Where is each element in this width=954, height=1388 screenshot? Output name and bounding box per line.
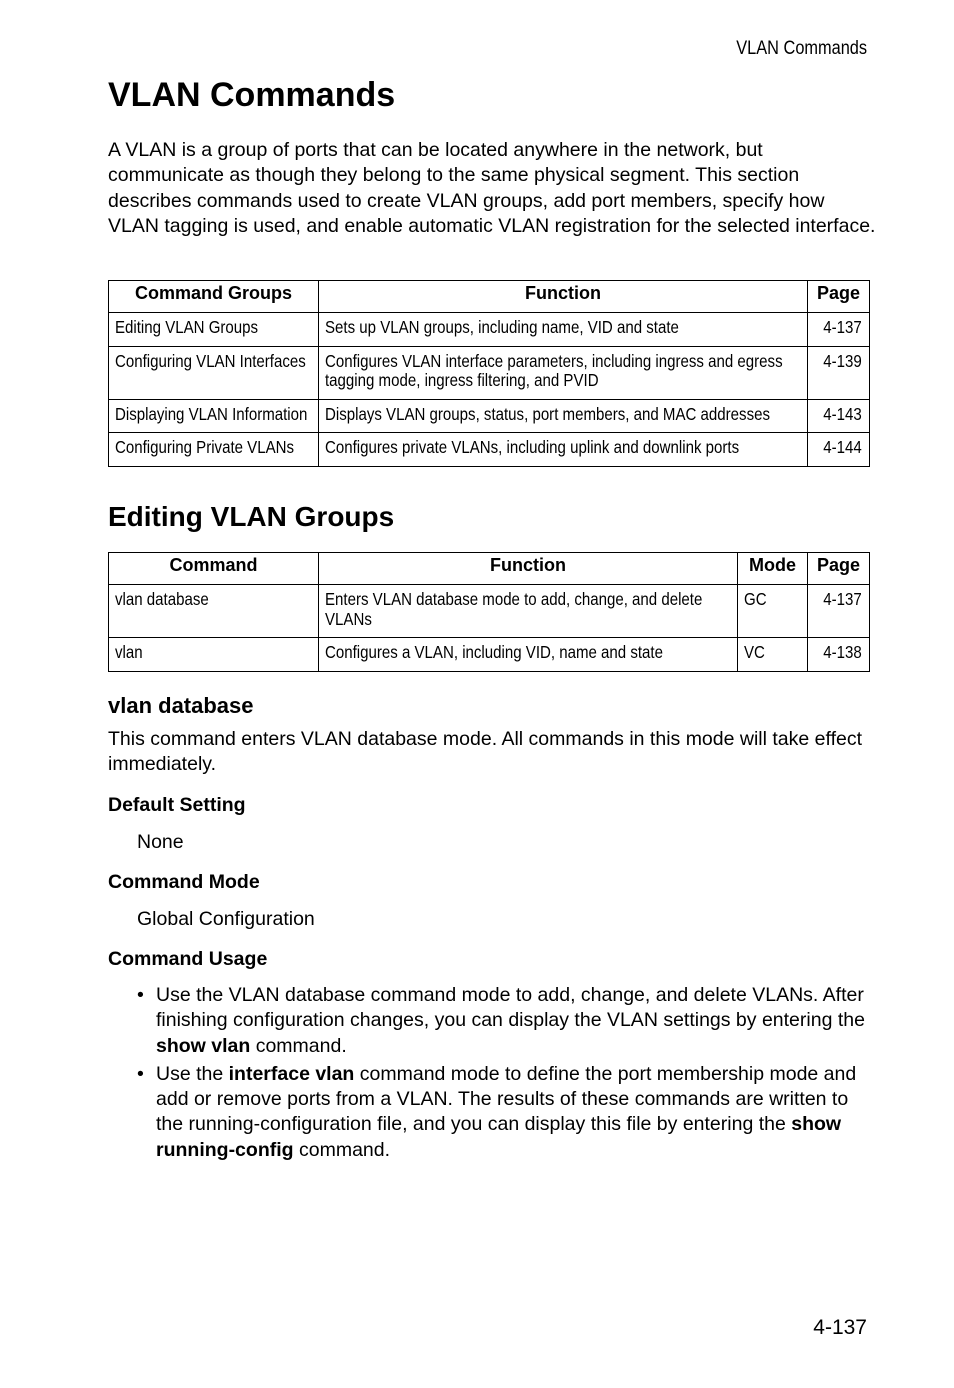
- command-mode-value: Global Configuration: [137, 908, 315, 930]
- running-header: VLAN Commands: [736, 38, 867, 59]
- usage-text: Use the: [156, 1062, 229, 1085]
- command-description: This command enters VLAN database mode. All commands in this mode will take effect immediately.: [108, 728, 862, 775]
- table-header-row: [109, 281, 870, 313]
- bullet: •: [137, 1062, 144, 1085]
- table-cell: Displaying VLAN Information: [109, 399, 319, 433]
- column-header: Mode: [738, 553, 808, 585]
- column-header: Page: [808, 281, 870, 313]
- table-cell: Editing VLAN Groups: [109, 313, 319, 347]
- table-cell: 4-138: [808, 638, 870, 672]
- table-cell: Configuring VLAN Interfaces: [109, 346, 319, 399]
- section-title: Editing VLAN Groups: [108, 501, 395, 532]
- table-cell: 4-137: [808, 585, 870, 638]
- table-cell: Configures a VLAN, including VID, name and state: [319, 638, 738, 672]
- default-setting-value: None: [137, 831, 184, 853]
- table-cell: Enters VLAN database mode to add, change, and delete VLANs: [319, 585, 738, 638]
- table-cell: 4-137: [808, 313, 870, 347]
- usage-text: command mode to define the port membership mode and add or remove ports from a VLAN. The results of these commands are written to the running-configuration file, and you can display this file by entering the: [156, 1062, 857, 1136]
- table-row: [109, 585, 870, 638]
- table-cell: 4-144: [808, 433, 870, 467]
- table-cell: Configures private VLANs, including uplink and downlink ports: [319, 433, 808, 467]
- command-keyword: interface vlan: [228, 1062, 355, 1085]
- list-item: [137, 1062, 872, 1163]
- table-cell: 4-139: [808, 346, 870, 399]
- table-cell: GC: [738, 585, 808, 638]
- column-header: Command: [109, 553, 319, 585]
- table-cell: Sets up VLAN groups, including name, VID and state: [319, 313, 808, 347]
- table-row: [109, 399, 870, 433]
- command-keyword: show vlan: [156, 1034, 251, 1057]
- bullet: •: [137, 984, 144, 1006]
- table-cell: VC: [738, 638, 808, 672]
- page-number: 4-137: [813, 1316, 867, 1339]
- column-header: Command Groups: [109, 281, 319, 313]
- command-keyword: show running-config: [156, 1113, 842, 1161]
- usage-text: Use the VLAN database command mode to add, change, and delete VLANs. After finishing configuration changes, you can display the VLAN settings by entering the: [156, 984, 865, 1032]
- table-row: [109, 313, 870, 347]
- command-groups-table: [108, 280, 870, 467]
- column-header: Function: [319, 281, 808, 313]
- editing-vlan-groups-table: [108, 552, 870, 672]
- table-row: [109, 638, 870, 672]
- page-title: VLAN Commands: [108, 76, 396, 114]
- table-header-row: [109, 553, 870, 585]
- column-header: Function: [319, 553, 738, 585]
- table-row: [109, 433, 870, 467]
- table-cell: vlan database: [109, 585, 319, 638]
- table-cell: Displays VLAN groups, status, port members, and MAC addresses: [319, 399, 808, 433]
- intro-paragraph: A VLAN is a group of ports that can be located anywhere in the network, but communicate as though they belong to the same physical segment. This section describes commands used to create VLAN groups, add port members, specify how VLAN tagging is used, and enable automatic VLAN registration for the selected interface.: [108, 139, 876, 237]
- column-header: Page: [808, 553, 870, 585]
- list-item: [137, 983, 872, 1059]
- table-cell: Configures VLAN interface parameters, including ingress and egress tagging mode, ingress filtering, and PVID: [319, 346, 808, 399]
- usage-text: command.: [293, 1138, 391, 1161]
- default-setting-heading: Default Setting: [108, 794, 246, 816]
- command-usage-list: [137, 983, 872, 1166]
- table-cell: Configuring Private VLANs: [109, 433, 319, 467]
- table-cell: 4-143: [808, 399, 870, 433]
- table-cell: vlan: [109, 638, 319, 672]
- command-mode-heading: Command Mode: [108, 871, 260, 893]
- command-usage-heading: Command Usage: [108, 948, 268, 970]
- usage-text: command.: [250, 1034, 347, 1057]
- table-row: [109, 346, 870, 399]
- command-title: vlan database: [108, 693, 254, 718]
